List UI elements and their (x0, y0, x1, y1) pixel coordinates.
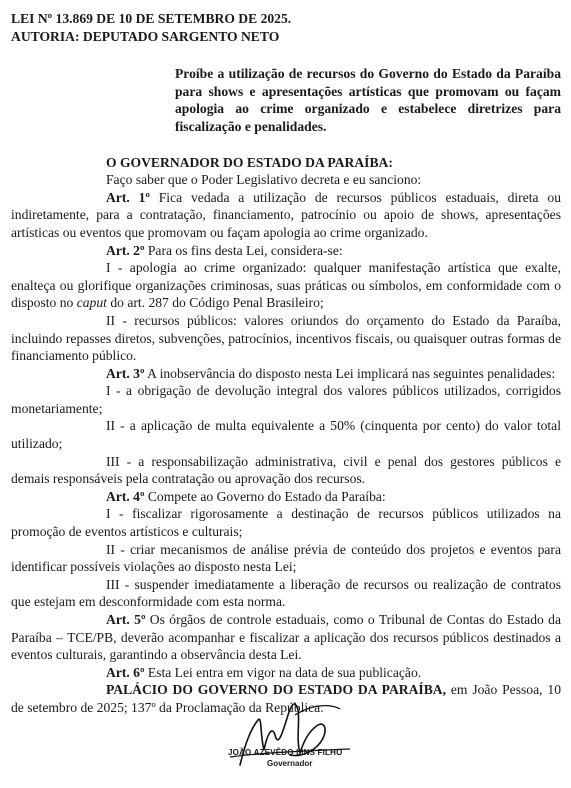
article-3-item-2: II - a aplicação de multa equivalente a 50% (cinquenta por cento) do valor total utilizado; (11, 418, 561, 452)
article-4-text: Compete ao Governo do Estado da Paraíba: (144, 488, 386, 504)
article-6-text: Esta Lei entra em vigor na data de sua publicação. (144, 664, 422, 680)
article-4-item-2: II - criar mecanismos de análise prévia de conteúdo dos projetos e eventos para identificar possíveis violações ao disposto nesta Lei; (11, 541, 561, 575)
article-3 (11, 365, 561, 383)
article-6 (11, 664, 561, 682)
law-number: LEI Nº 13.869 DE 10 DE SETEMBRO DE 2025. (11, 11, 292, 26)
article-5-label: Art. 5º (106, 612, 146, 627)
article-3-label: Art. 3º (106, 365, 145, 381)
law-summary: Proíbe a utilização de recursos do Governo do Estado da Paraíba para shows e apresentações artísticas que promovam ou façam apologia ao crime organizado e estabelece diretrizes para fiscalização e penalidades. (175, 66, 561, 134)
article-3-text: A inobservância do disposto nesta Lei implicará nas seguintes penalidades: (144, 365, 556, 381)
article-2 (11, 242, 561, 260)
law-document (11, 10, 561, 717)
article-2-item-2: II - recursos públicos: valores oriundos do orçamento do Estado da Paraíba, incluindo repasses diretos, subvenções, patrocínios, incentivos fiscais, ou quaisquer outras formas de financiamento público. (11, 312, 561, 364)
article-2-label: Art. 2º (106, 242, 145, 258)
article-2-item-1-ref: do art. 287 do Código Penal Brasileiro; (106, 295, 324, 311)
governor-heading: O GOVERNADOR DO ESTADO DA PARAÍBA: (106, 154, 393, 170)
closing-place: PALÁCIO DO GOVERNO DO ESTADO DA PARAÍBA, (106, 682, 446, 698)
signatory-name: JOÃO AZEVÊDO LINS FILHO (228, 748, 343, 757)
article-6-label: Art. 6º (106, 664, 145, 680)
article-2-text: Para os fins desta Lei, considera-se: (144, 242, 343, 258)
preamble: Faço saber que o Poder Legislativo decreta e eu sanciono: (106, 172, 422, 188)
caput-term: caput (76, 295, 107, 311)
article-5 (11, 611, 561, 664)
article-4-item-3: III - suspender imediatamente a liberação de recursos ou realização de contratos que estejam em desconformidade com esta norma. (11, 576, 561, 610)
article-3-item-1: I - a obrigação de devolução integral dos valores públicos utilizados, corrigidos monetariamente; (11, 383, 561, 416)
closing-date: em João Pessoa, 10 de setembro de 2025; 137º da Proclamação da República. (11, 682, 561, 715)
article-4 (11, 488, 561, 506)
law-authorship: AUTORIA: DEPUTADO SARGENTO NETO (11, 28, 280, 44)
article-2-item-1 (11, 259, 561, 312)
article-5-text: Os órgãos de controle estaduais, como o Tribunal de Contas do Estado da Paraíba – TCE/PB, deverão acompanhar e fiscalizar a aplicação dos recursos públicos destinados a eventos culturais, garantindo a observância desta Lei. (11, 612, 561, 663)
signatory-role: Governador (267, 759, 313, 768)
article-1-label: Art. 1º (106, 189, 150, 205)
article-2-item-1-text: I - apologia ao crime organizado: qualquer manifestação artística que exalte, enalteça ou glorifique organizações criminosas, suas práticas ou símbolos, em conformidade com o disposto no (11, 260, 561, 311)
article-3-item-3: III - a responsabilização administrativa, civil e penal dos gestores públicos e demais responsáveis pela contratação ou aprovação dos recursos. (11, 453, 561, 487)
article-1-text: Fica vedada a utilização de recursos públicos estaduais, direta ou indiretamente, para a contratação, financiamento, patrocínio ou apoio de shows, apresentações artísticas ou eventos que promovam ou façam apologia ao crime organizado. (11, 189, 561, 240)
article-4-item-1: I - fiscalizar rigorosamente a destinação de recursos públicos utilizados na promoção de eventos artísticos e culturais; (11, 506, 561, 540)
article-1 (11, 189, 561, 242)
article-4-label: Art. 4º (106, 488, 145, 504)
